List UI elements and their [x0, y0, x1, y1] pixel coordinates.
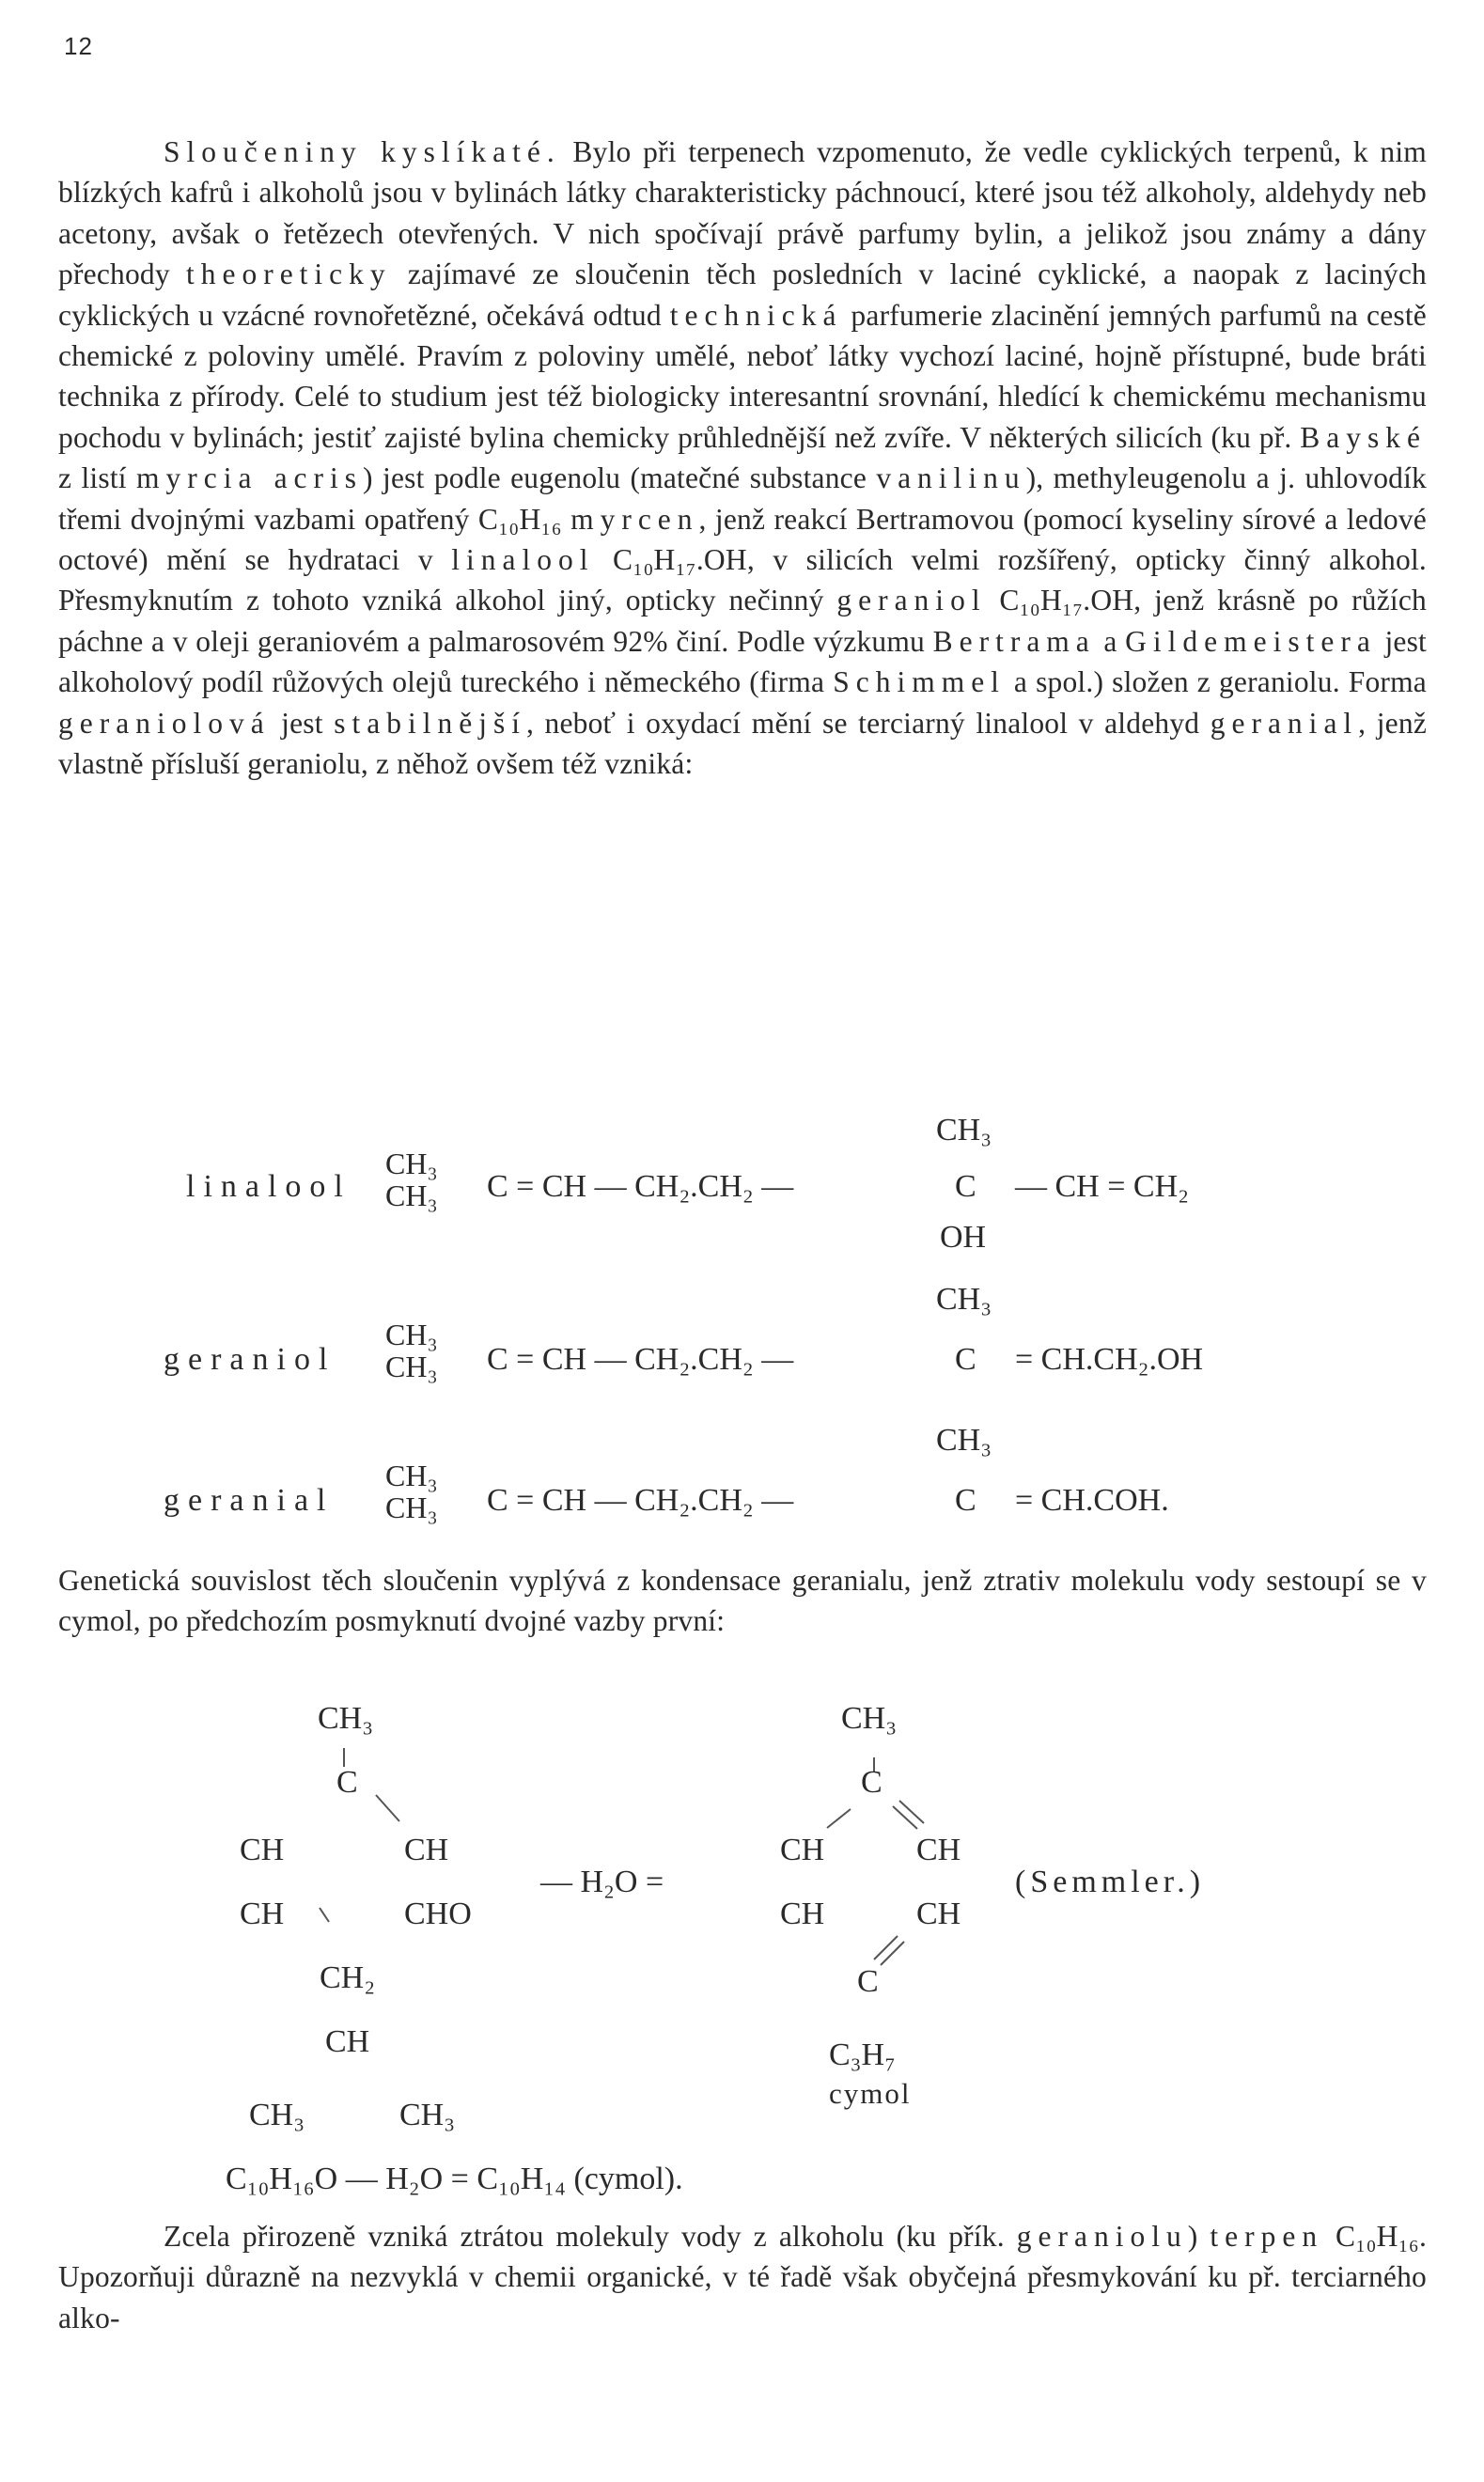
- formula-terpen: C₁₀H₁₆: [1336, 2220, 1419, 2253]
- formula-linalool: C₁₀H₁₇.OH: [612, 543, 747, 577]
- reaction-author: (Semmler.): [1015, 1865, 1206, 1899]
- paragraph-intro: Sloučeniny kyslíkaté. Bylo při terpenech vzpomenuto, že vedle cyklických terpenů, k nim blízkých kafrů i alkoholů jsou v bylinách látky charakteristicky páchnoucí, které jsou též alkoholy, aldehydy neb acetony, avšak o řetězech otevřených. V nich spočívají právě parfumy bylin, a jelikož jsou známy a dány přechody theoreticky zajímavé ze sloučenin těch posledních v laciné cyklické, a naopak z laciných cyklických u vzácné rovnořetězné, očekává odtud technická parfumerie zlacinění jemných parfumů na cestě chemické z poloviny umělé. Pravím z poloviny umělé, neboť látky vychozí laciné, hojně přístupné, bude bráti technika z přírody. Celé to studium jest též biologicky interesantní srovnání, hledící k chemickému mechanismu pochodu v bylinách; jestiť zajisté bylina chemicky průhlednější než zvíře. V některých silicích (ku př. Bayské z listí myrcia acris) jest podle eugenolu (matečné substance vanilinu), methyleugenolu a j. uhlovodík třemi dvojnými vazbami opatřený C₁₀H₁₆ myrcen, jenž reakcí Bertramovou (pomocí kyseliny sírové a ledové octové) mění se hydrataci v linalool C₁₀H₁₇.OH, v silicích velmi rozšířený, opticky činný alkohol. Přesmyknutím z tohoto vzniká alkohol jiný, opticky nečinný geraniol C₁₀H₁₇.OH, jenž krásně po růžích páchne a v oleji geraniovém a palmarosovém 92% činí. Podle výzkumu Bertrama a Gildemeistera jest alkoholový podíl růžových olejů tureckého i německého (firma Schimmel a spol.) složen z geraniolu. Forma geraniolová jest stabilnější, neboť i oxydací mění se terciarný linalool v aldehyd geranial, jenž vlastně přísluší geraniolu, z něhož ovšem též vzniká:: [58, 135, 1428, 781]
- reaction-minus-water: — H₂O =: [540, 1865, 664, 1899]
- reaction-summary: C₁₀H₁₆O — H₂O = C₁₀H₁₄ (cymol).: [226, 2162, 683, 2196]
- bond-right-c-right-a: [893, 1806, 917, 1829]
- section-heading: Sloučeniny kyslíkaté.: [164, 135, 561, 168]
- bond-right-c-left: [827, 1809, 851, 1828]
- bond-left-lower: [320, 1908, 329, 1922]
- bond-left-c-right: [376, 1795, 399, 1821]
- bond-right-lower-a: [874, 1936, 898, 1959]
- bond-right-lower-b: [881, 1942, 904, 1965]
- formula-myrcen: C₁₀H₁₆: [477, 502, 562, 536]
- formula-geraniol: C₁₀H₁₇.OH: [999, 584, 1134, 617]
- page-number: 12: [64, 32, 93, 60]
- paragraph-genetic: Genetická souvislost těch sloučenin vyplývá z kondensace geranialu, jenž ztrativ molekulu vody sestoupí se v cymol, po předchozím posmyknutí dvojné vazby první:: [58, 1564, 1427, 1638]
- bond-right-c-right-b: [899, 1801, 924, 1823]
- paragraph-terpen: Zcela přirozeně vzniká ztrátou molekuly vody z alkoholu (ku přík. geraniolu) terpen C₁₀H₁₆. Upozorňuji důrazně na nezvyklá v chemii organické, v té řadě však obyčejná přesmykování ku př. terciarného alko-: [58, 2220, 1428, 2334]
